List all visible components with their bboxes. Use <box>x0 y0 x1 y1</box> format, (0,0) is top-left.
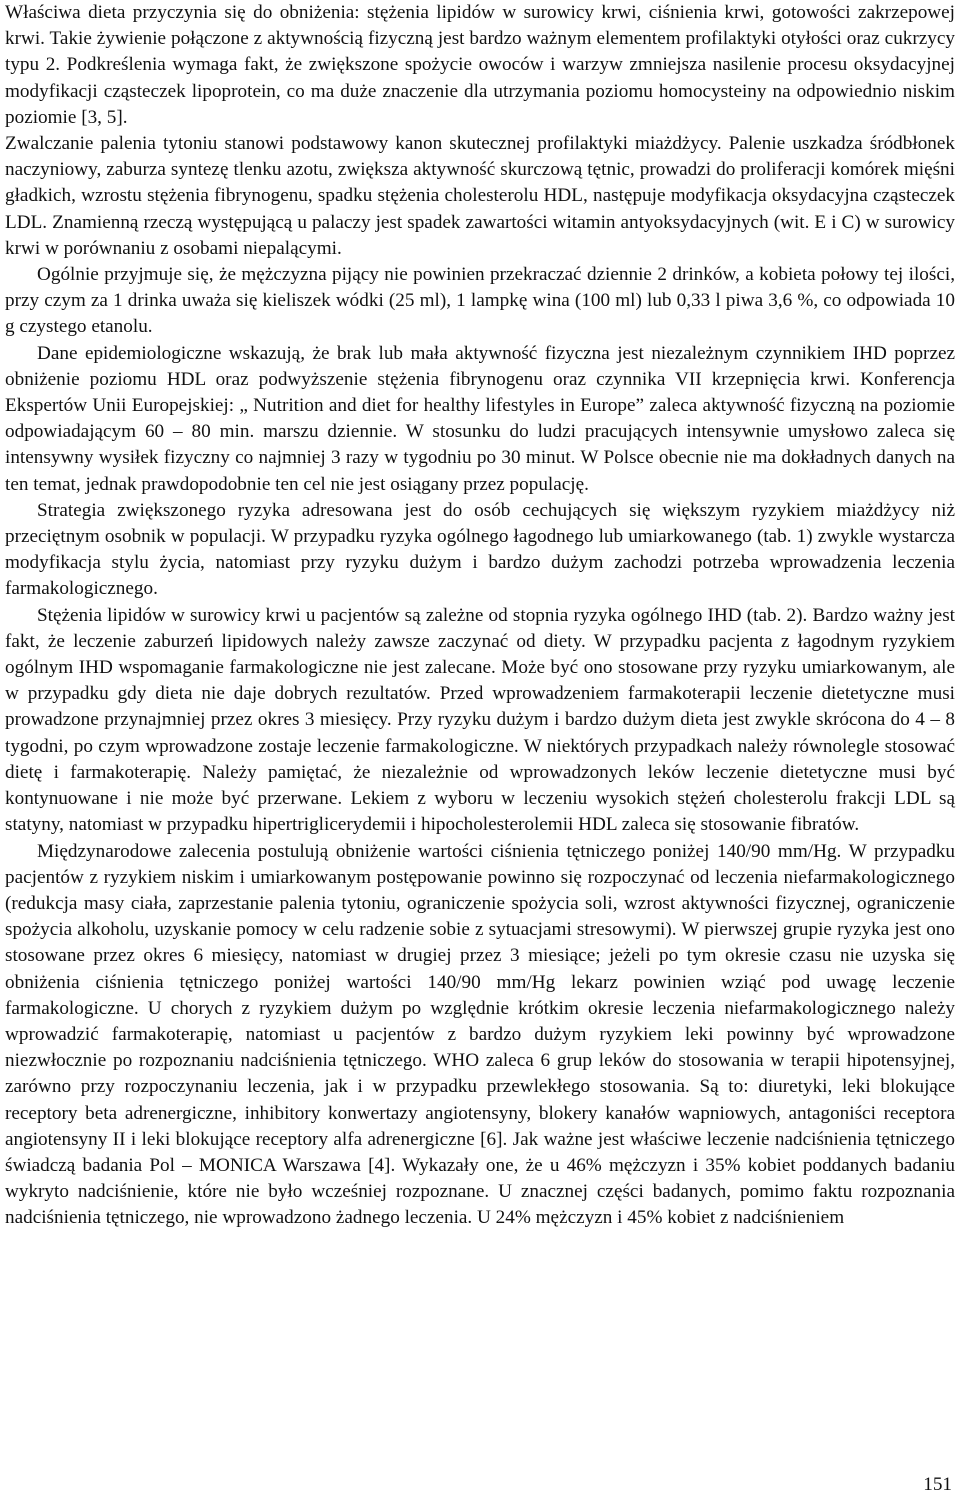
paragraph-diet: Właściwa dieta przyczynia się do obniżenia: stężenia lipidów w surowicy krwi, ciśnienia krwi, gotowości zakrzepowej krwi. Takie żywienie połączone z aktywnością fizyczną jest bardzo ważnym elementem profilaktyki otyłości oraz cukrzycy typu 2. Podkreślenia wymaga fakt, że zwiększone spożycie owoców i warzyw zmniejsza nasilenie procesu oksydacyjnej modyfikacji cząsteczek lipoprotein, co ma duże znaczenie dla utrzymania poziomu homocysteiny na odpowiednio niskim poziomie [3, 5]. <box>5 2 955 128</box>
paragraph-hypertension: Międzynarodowe zalecenia postulują obniżenie wartości ciśnienia tętniczego poniżej 140/90 mm/Hg. W przypadku pacjentów z ryzykiem niskim i umiarkowanym postępowanie powinno się rozpoczynać od leczenia niefarmakologicznego (redukcja masy ciała, zaprzestanie palenia tytoniu, ograniczenie spożycia soli, wzrost aktywności fizycznej, ograniczenie spożycia alkoholu, uzyskanie pomocy w celu radzenie sobie z sytuacjami stresowymi). W pierwszej grupie ryzyka jest ono stosowane przez okres 6 miesięcy, natomiast w drugiej przez 3 miesiące; jeżeli po tym okresie czasu nie uzyska się obniżenia ciśnienia tętniczego poniżej wartości 140/90 mm/Hg lekarz powinien wziąć pod uwagę leczenie farmakologiczne. U chorych z ryzykiem dużym po względnie krótkim okresie leczenia niefarmakologicznego należy wprowadzić farmakoterapię, natomiast u pacjentów z bardzo dużym ryzykiem leki powinny być wprowadzone niezwłocznie po rozpoznaniu nadciśnienia tętniczego. WHO zaleca 6 grup leków do stosowania w terapii hipotensyjnej, zarówno przy rozpoczynaniu leczenia, jak i w przypadku przewlekłego stosowania. Są to: diuretyki, leki blokujące receptory beta adrenergiczne, inhibitory konwertazy angiotensyny, blokery kanałów wapniowych, antagoniści receptora angiotensyny II i leki blokujące receptory alfa adrenergiczne [6]. Jak ważne jest właściwe leczenie nadciśnienia tętniczego świadczą badania Pol – MONICA Warszawa [4]. Wykazały one, że u 46% mężczyzn i 35% kobiet poddanych badaniu wykryto nadciśnienie, które nie było wcześniej rozpoznane. U znacznej części badanych, pomimo faktu rozpoznania nadciśnienia tętniczego, nie wprowadzono żadnego leczenia. U 24% mężczyzn i 45% kobiet z nadciśnieniem <box>5 840 955 1229</box>
page-number: 151 <box>923 1474 952 1495</box>
paragraph-physical-activity: Dane epidemiologiczne wskazują, że brak lub mała aktywność fizyczna jest niezależnym czynnikiem IHD poprzez obniżenie poziomu HDL oraz podwyższenie stężenia fibrynogenu oraz czynnika VII krzepnięcia krwi. Konferencja Ekspertów Unii Europejskiej: „ Nutrition and diet for healthy lifestyles in Europe” zaleca aktywność fizyczną na poziomie odpowiadającym 60 – 80 min. marszu dziennie. W stosunku do ludzi pracujących intensywnie umysłowo zaleca się intensywny wysiłek fizyczny co najmniej 3 razy w tygodniu po 30 minut. W Polsce obecnie nie ma dokładnych danych na ten temat, jednak prawdopodobnie ten cel nie jest osiągany przez populację. <box>5 342 955 495</box>
paragraph-smoking: Zwalczanie palenia tytoniu stanowi podstawowy kanon skutecznej profilaktyki miażdżycy. Palenie uszkadza śródbłonek naczyniowy, zaburza syntezę tlenku azotu, zwiększa aktywność skurczową tętnic, prowadzi do proliferacji komórek mięśni gładkich, wzrostu stężenia fibrynogenu, spadku stężenia cholesterolu HDL, następuje modyfikacja oksydacyjna cząsteczek LDL. Znamienną rzeczą występującą u palaczy jest spadek zawartości witamin antyoksydacyjnych (wit. E i C) w surowicy krwi w porównaniu z osobami niepalącymi. <box>5 133 955 259</box>
paragraph-lipids: Stężenia lipidów w surowicy krwi u pacjentów są zależne od stopnia ryzyka ogólnego IHD (tab. 2). Bardzo ważny jest fakt, że leczenie zaburzeń lipidowych należy zawsze zaczynać od diety. W przypadku pacjenta z łagodnym ryzykiem ogólnym IHD wspomaganie farmakologiczne nie jest zalecane. Może być ono stosowane przy ryzyku umiarkowanym, ale w przypadku gdy dieta nie daje dobrych rezultatów. Przed wprowadzeniem farmakoterapii leczenie dietetyczne musi prowadzone przynajmniej przez okres 3 miesięcy. Przy ryzyku dużym i bardzo dużym dieta jest zwykle skrócona do 4 – 8 tygodni, po czym wprowadzone zostaje leczenie farmakologiczne. W niektórych przypadkach należy równolegle stosować dietę i farmakoterapię. Należy pamiętać, że niezależnie od wprowadzonych leków leczenie dietetyczne musi być kontynuowane i nie może być przerwane. Lekiem z wyboru w leczeniu wysokich stężeń cholesterolu frakcji LDL są statyny, natomiast w przypadku hipertriglicerydemii i hipocholesterolemii HDL zaleca się stosowanie fibratów. <box>5 604 955 836</box>
paragraph-alcohol: Ogólnie przyjmuje się, że mężczyzna pijący nie powinien przekraczać dziennie 2 drinków, a kobieta połowy tej ilości, przy czym za 1 drinka uważa się kieliszek wódki (25 ml), 1 lampkę wina (100 ml) lub 0,33 l piwa 3,6 %, co odpowiada 10 g czystego etanolu. <box>5 264 955 338</box>
document-page <box>5 0 955 1232</box>
paragraph-risk-strategy: Strategia zwiększonego ryzyka adresowana jest do osób cechujących się większym ryzykiem miażdżycy niż przeciętnym osobnik w populacji. W przypadku ryzyka ogólnego łagodnego lub umiarkowanego (tab. 1) zwykle wystarcza modyfikacja stylu życia, natomiast przy ryzyku dużym i bardzo dużym zachodzi potrzeba wprowadzenia leczenia farmakologicznego. <box>5 499 955 600</box>
